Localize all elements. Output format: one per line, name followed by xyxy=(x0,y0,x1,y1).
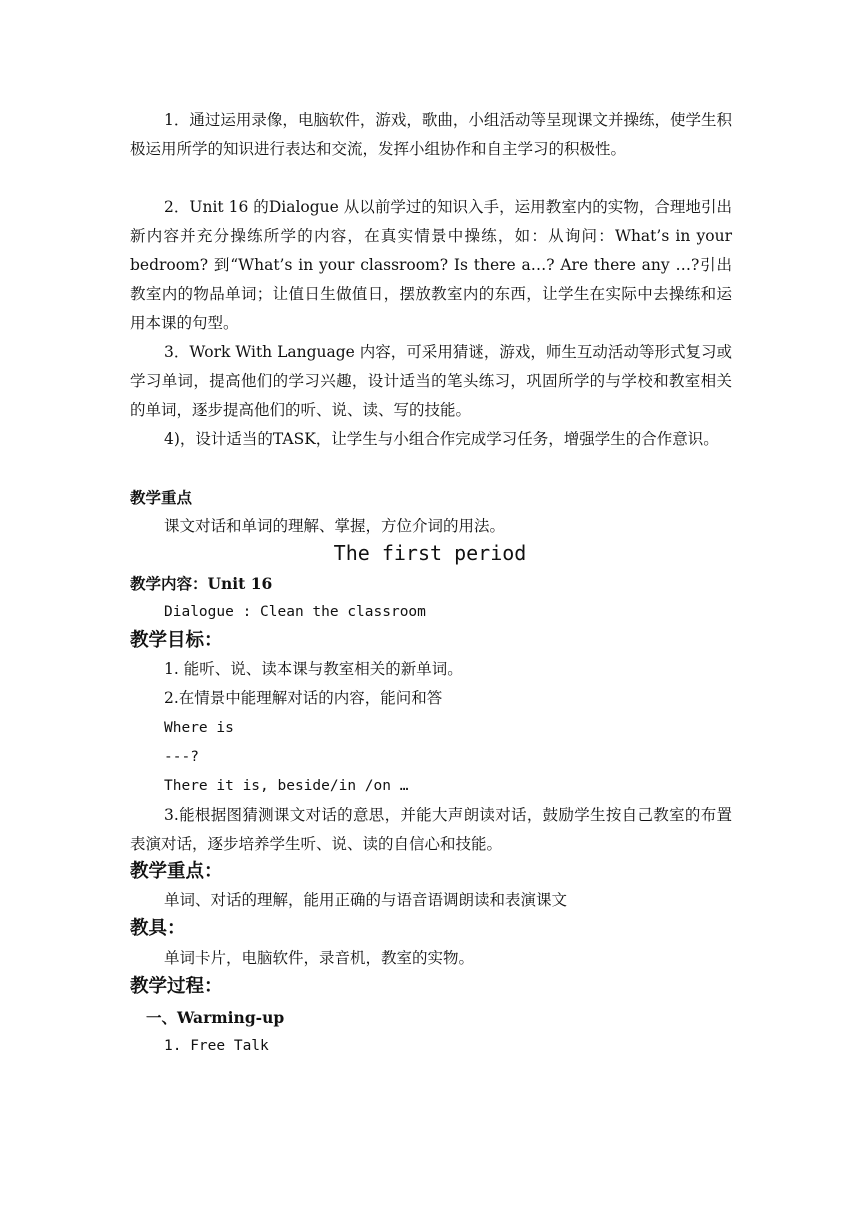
process-sub-1: 1. Free Talk xyxy=(164,1038,269,1054)
focus-heading: 教学重点： xyxy=(130,861,223,882)
period-title: The first period xyxy=(333,541,527,565)
objective-there: There it is, beside/in /on … xyxy=(164,778,409,794)
content-heading: 教学内容：Unit 16 xyxy=(130,574,273,593)
objective-item-1: 1. 能听、说、读本课与教室相关的新单词。 xyxy=(164,660,463,678)
aids-heading: 教具： xyxy=(130,918,186,939)
aids-text: 单词卡片，电脑软件，录音机，教室的实物。 xyxy=(164,949,475,967)
objectives-heading: 教学目标： xyxy=(130,630,223,651)
key-points-text: 课文对话和单词的理解、掌握，方位介词的用法。 xyxy=(164,517,506,535)
paragraph-3: 3．Work With Language 内容，可采用猜谜，游戏，师生互动活动等形式复习或学习单词，提高他们的学习兴趣，设计适当的笔头练习，巩固所学的与学校和教室相关的单词，逐步提高他们的听、说、读、写的技能。 xyxy=(130,343,732,419)
paragraph-1: 1．通过运用录像，电脑软件，游戏，歌曲，小组活动等呈现课文并操练，使学生积极运用所学的知识进行表达和交流，发挥小组协作和自主学习的积极性。 xyxy=(130,111,732,158)
objective-item-3: 3.能根据图猜测课文对话的意思，并能大声朗读对话，鼓励学生按自己教室的布置表演对话，逐步培养学生听、说、读的自信心和技能。 xyxy=(130,806,732,853)
objective-where: Where is xyxy=(164,720,234,736)
objective-dashes: ---? xyxy=(164,749,199,765)
objective-item-2: 2.在情景中能理解对话的内容，能问和答 xyxy=(164,689,443,707)
content-dialogue: Dialogue : Clean the classroom xyxy=(164,604,426,620)
paragraph-4: 4)，设计适当的TASK，让学生与小组合作完成学习任务，增强学生的合作意识。 xyxy=(164,430,719,448)
paragraph-2: 2．Unit 16 的Dialogue 从以前学过的知识入手，运用教室内的实物，合理地引出新内容并充分操练所学的内容，在真实情景中操练，如：从询问：What’s in your bedroom? 到“What’s in your classroom? Is there a…? Are there any …?引出教室内的物品单词；让值日生做值日，摆放教室内的东西，让学生在实际中去操练和运用本课的句型。 xyxy=(130,198,732,332)
process-step-1: 一、Warming-up xyxy=(146,1008,285,1027)
process-heading: 教学过程： xyxy=(130,976,223,997)
key-points-heading: 教学重点 xyxy=(130,488,193,507)
focus-text: 单词、对话的理解，能用正确的与语音语调朗读和表演课文 xyxy=(164,891,568,909)
